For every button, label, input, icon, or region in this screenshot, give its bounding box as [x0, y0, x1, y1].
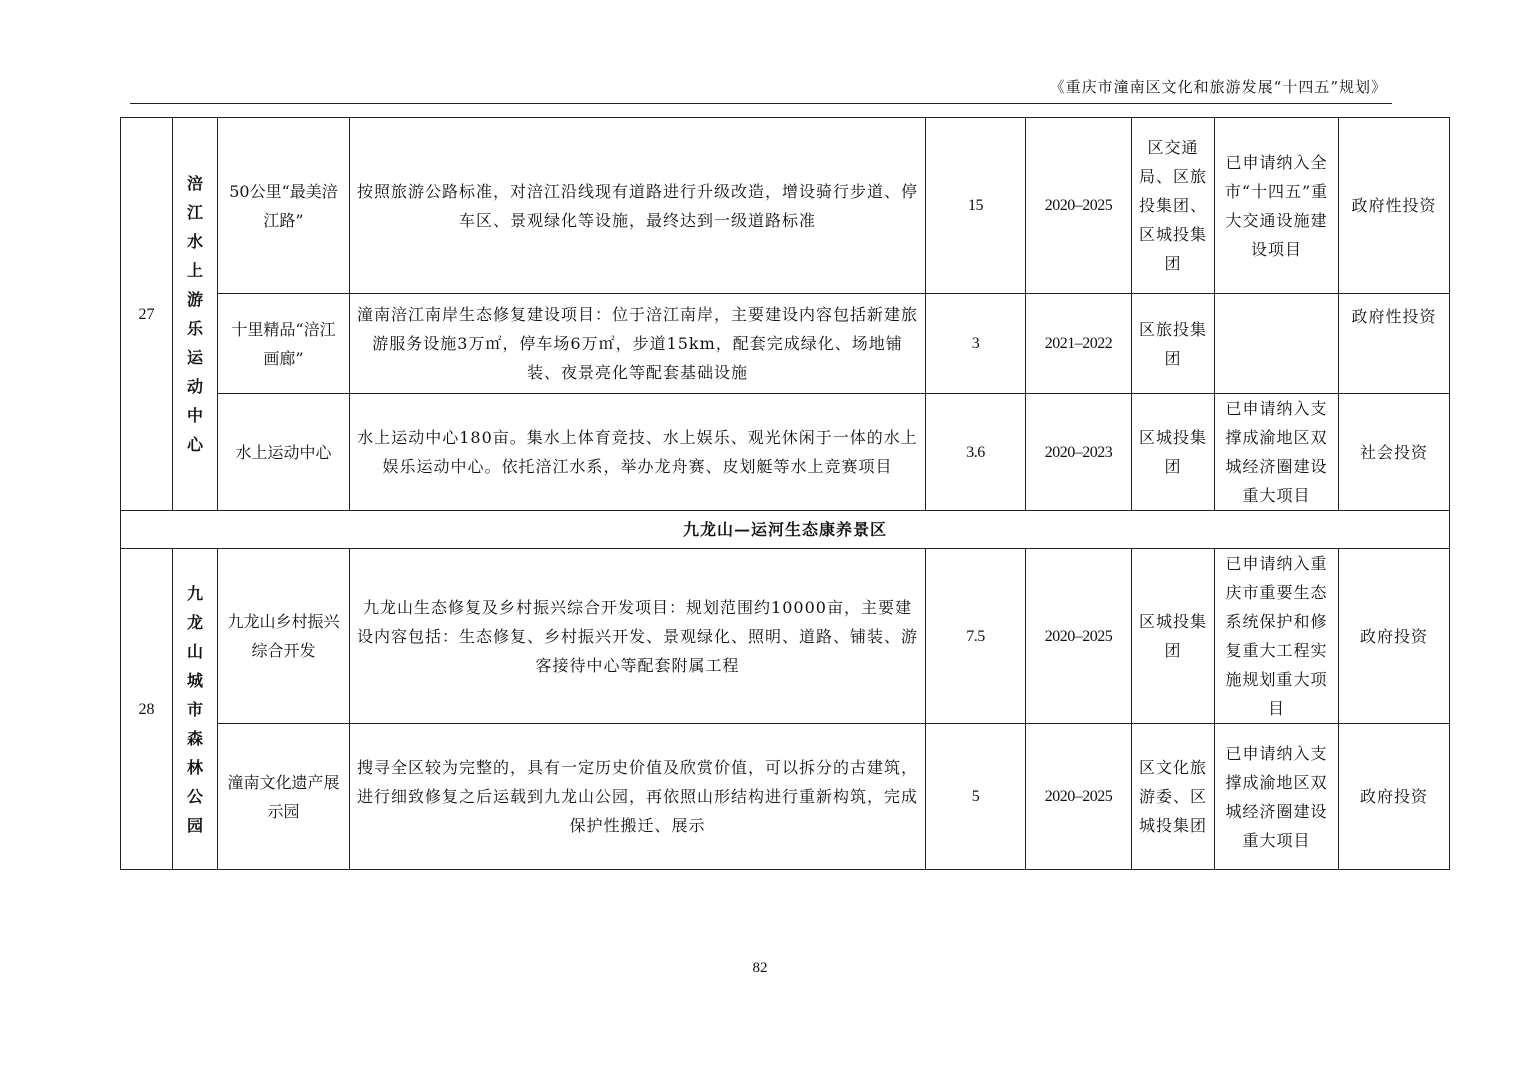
construction-period: 2020–2025: [1026, 549, 1132, 724]
funding-type: 政府投资: [1339, 724, 1450, 870]
project-status: [1215, 294, 1339, 394]
project-status: 已申请纳入重庆市重要生态系统保护和修复重大工程实施规划重大项目: [1215, 549, 1339, 724]
construction-period: 2020–2023: [1026, 394, 1132, 511]
project-name: 九龙山城市森林公园: [186, 583, 203, 835]
table-row: [121, 724, 1450, 870]
table-row: [121, 394, 1450, 511]
responsible-unit: 区城投集团: [1132, 549, 1215, 724]
project-name-cell: [173, 549, 218, 870]
subproject-name: 九龙山乡村振兴综合开发: [218, 549, 350, 724]
responsible-unit: 区旅投集团: [1132, 294, 1215, 394]
funding-type: 社会投资: [1339, 394, 1450, 511]
subproject-name: 潼南文化遗产展示园: [218, 724, 350, 870]
section-row: [121, 511, 1450, 549]
investment-value: 15: [926, 118, 1026, 294]
subproject-name: 十里精品“涪江画廊”: [218, 294, 350, 394]
investment-value: 7.5: [926, 549, 1026, 724]
responsible-unit: 区城投集团: [1132, 394, 1215, 511]
project-number: 27: [121, 118, 173, 511]
project-description: 搜寻全区较为完整的，具有一定历史价值及欣赏价值，可以拆分的古建筑，进行细致修复之后运载到九龙山公园，再依照山形结构进行重新构筑，完成保护性搬迁、展示: [350, 724, 926, 870]
construction-period: 2020–2025: [1026, 724, 1132, 870]
investment-value: 3.6: [926, 394, 1026, 511]
construction-period: 2021–2022: [1026, 294, 1132, 394]
project-description: 按照旅游公路标准，对涪江沿线现有道路进行升级改造，增设骑行步道、停车区、景观绿化等设施，最终达到一级道路标准: [350, 118, 926, 294]
project-name-cell: [173, 118, 218, 511]
table-row: [121, 549, 1450, 724]
project-status: 已申请纳入支撑成渝地区双城经济圈建设重大项目: [1215, 394, 1339, 511]
project-table: [120, 117, 1450, 870]
project-description: 水上运动中心180亩。集水上体育竞技、水上娱乐、观光休闲于一体的水上娱乐运动中心。依托涪江水系，举办龙舟赛、皮划艇等水上竞赛项目: [350, 394, 926, 511]
page-number: 82: [752, 960, 768, 976]
construction-period: 2020–2025: [1026, 118, 1132, 294]
funding-type: 政府性投资: [1339, 118, 1450, 294]
funding-type: 政府投资: [1339, 549, 1450, 724]
header-divider: [130, 103, 1392, 104]
investment-value: 5: [926, 724, 1026, 870]
table-row: [121, 118, 1450, 294]
project-description: 潼南涪江南岸生态修复建设项目：位于涪江南岸，主要建设内容包括新建旅游服务设施3万㎡，停车场6万㎡，步道15km，配套完成绿化、场地铺装、夜景亮化等配套基础设施: [350, 294, 926, 394]
project-number: 28: [121, 549, 173, 870]
table-row: [121, 294, 1450, 394]
responsible-unit: 区交通局、区旅投集团、区城投集团: [1132, 118, 1215, 294]
investment-value: 3: [926, 294, 1026, 394]
project-status: 已申请纳入支撑成渝地区双城经济圈建设重大项目: [1215, 724, 1339, 870]
funding-type: 政府性投资: [1339, 294, 1450, 394]
subproject-name: 水上运动中心: [218, 394, 350, 511]
responsible-unit: 区文化旅游委、区城投集团: [1132, 724, 1215, 870]
project-description: 九龙山生态修复及乡村振兴综合开发项目：规划范围约10000亩，主要建设内容包括：生态修复、乡村振兴开发、景观绿化、照明、道路、铺装、游客接待中心等配套附属工程: [350, 549, 926, 724]
subproject-name: 50公里“最美涪江路”: [218, 118, 350, 294]
project-status: 已申请纳入全市“十四五”重大交通设施建设项目: [1215, 118, 1339, 294]
project-name: 涪江水上游乐运动中心: [186, 174, 203, 454]
document-header-title: 《重庆市潼南区文化和旅游发展“十四五”规划》: [1049, 78, 1387, 96]
section-title: 九龙山—运河生态康养景区: [121, 511, 1450, 549]
